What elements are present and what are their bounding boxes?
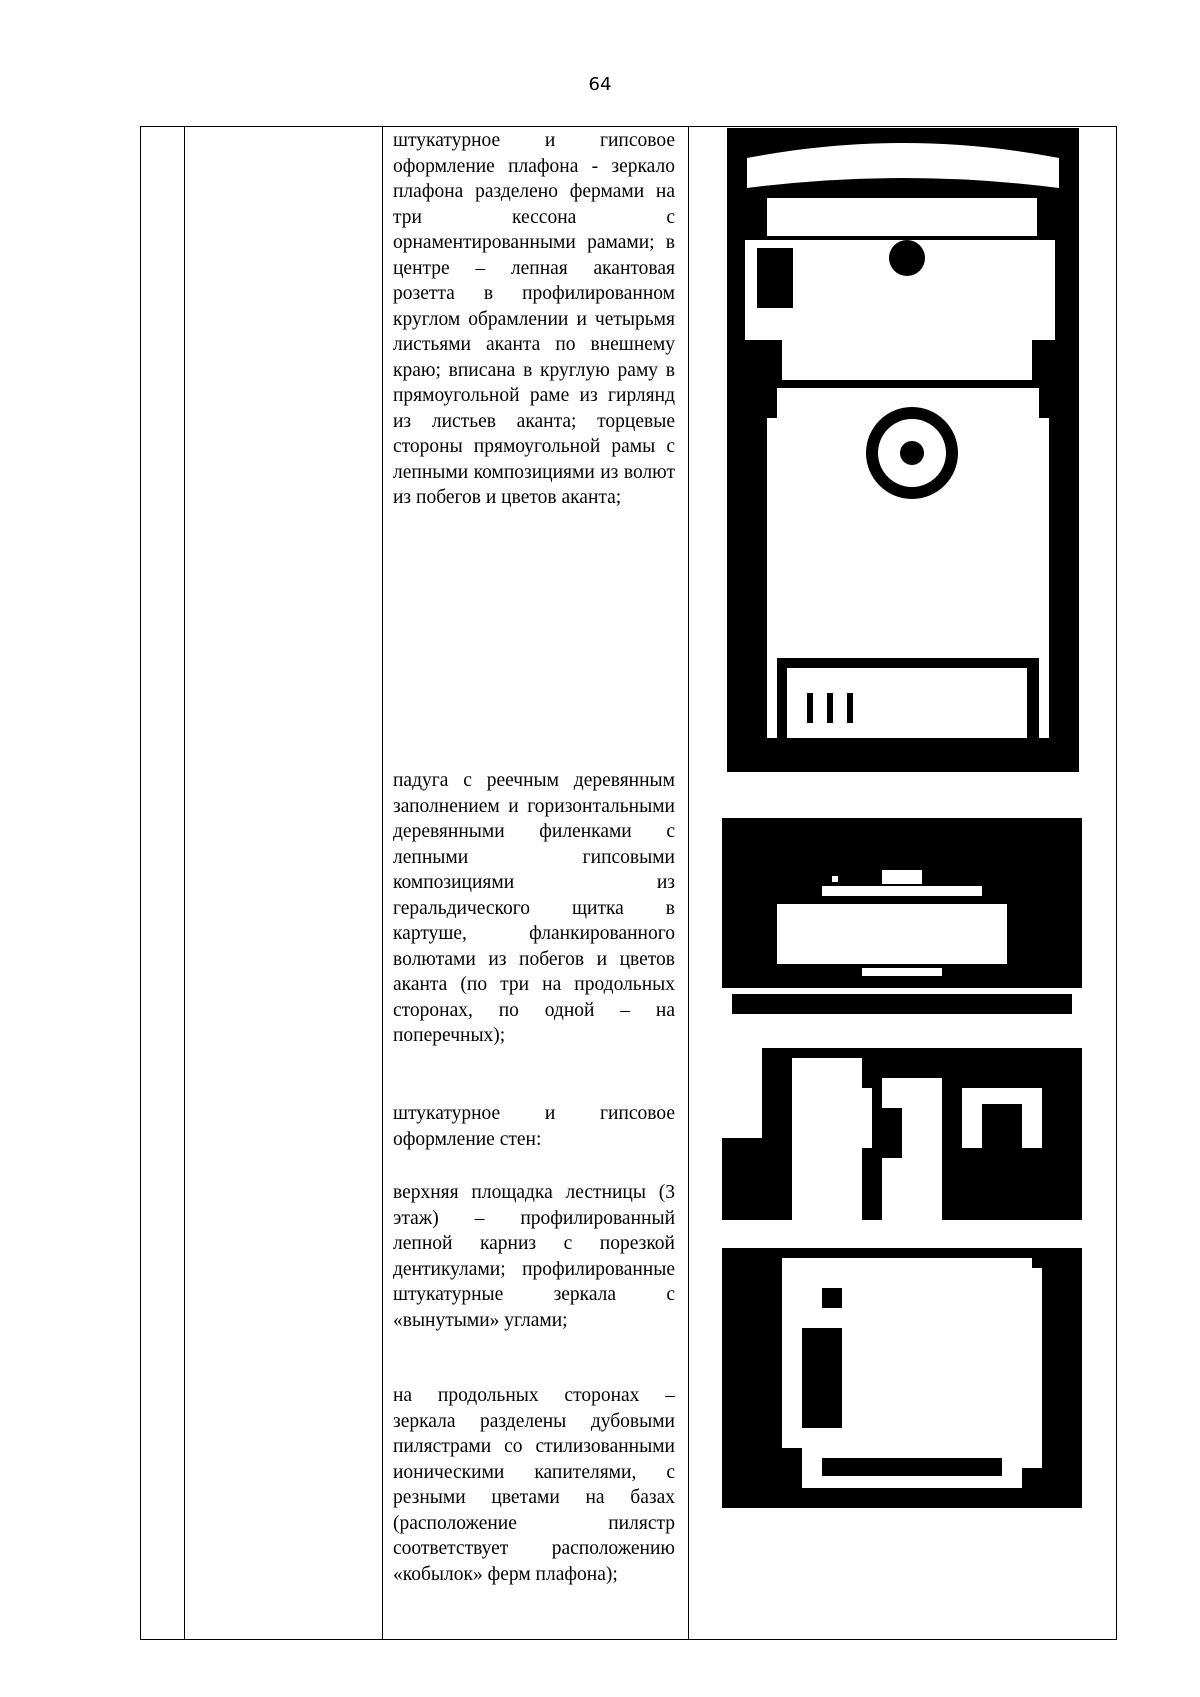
photo-wall-lamp: [722, 1048, 1082, 1220]
photo-cove-panel: [722, 798, 1082, 1020]
paragraph-upper-landing: верхняя площадка лестницы (3 этаж) – профилированный лепной карниз с порезкой дентикулами; профилированные штукатурные зеркала с «вынутыми» углами;: [393, 1182, 675, 1331]
column-divider: [184, 127, 185, 1639]
paragraph-long-sides: на продольных сторонах – зеркала разделены дубовыми пилястрами со стилизованными ионическими капителями, с резными цветами на базах (расположение пилястр соответствует расположению «кобылок» ферм плафона);: [393, 1385, 675, 1585]
paragraph-ceiling-decoration: штукатурное и гипсовое оформление плафона - зеркало плафона разделено фермами на три кессона с орнаментированными рамами; в центре – лепная акантовая розетта в профилированном круглом обрамлении и четырьмя листьями аканта по внешнему краю; вписана в круглую раму в прямоугольной раме из гирлянд из листьев аканта; торцевые стороны прямоугольной рамы с лепными композициями из волют из побегов и цветов аканта;: [393, 130, 675, 508]
column-divider: [382, 127, 383, 1639]
photo-wall-mirrors: [722, 1248, 1082, 1508]
column-divider: [688, 127, 689, 1639]
page-number: 64: [588, 74, 612, 95]
photo-ceiling-rosette: [727, 128, 1079, 772]
paragraph-wall-decoration: штукатурное и гипсовое оформление стен:: [393, 1103, 675, 1150]
paragraph-cove: падуга с реечным деревянным заполнением и горизонтальными деревянными филенками с лепными гипсовыми композициями из геральдического щитка в картуше, фланкированного волютами из побегов и цветов аканта (по три на продольных сторонах, по одной – на поперечных);: [393, 770, 675, 1046]
